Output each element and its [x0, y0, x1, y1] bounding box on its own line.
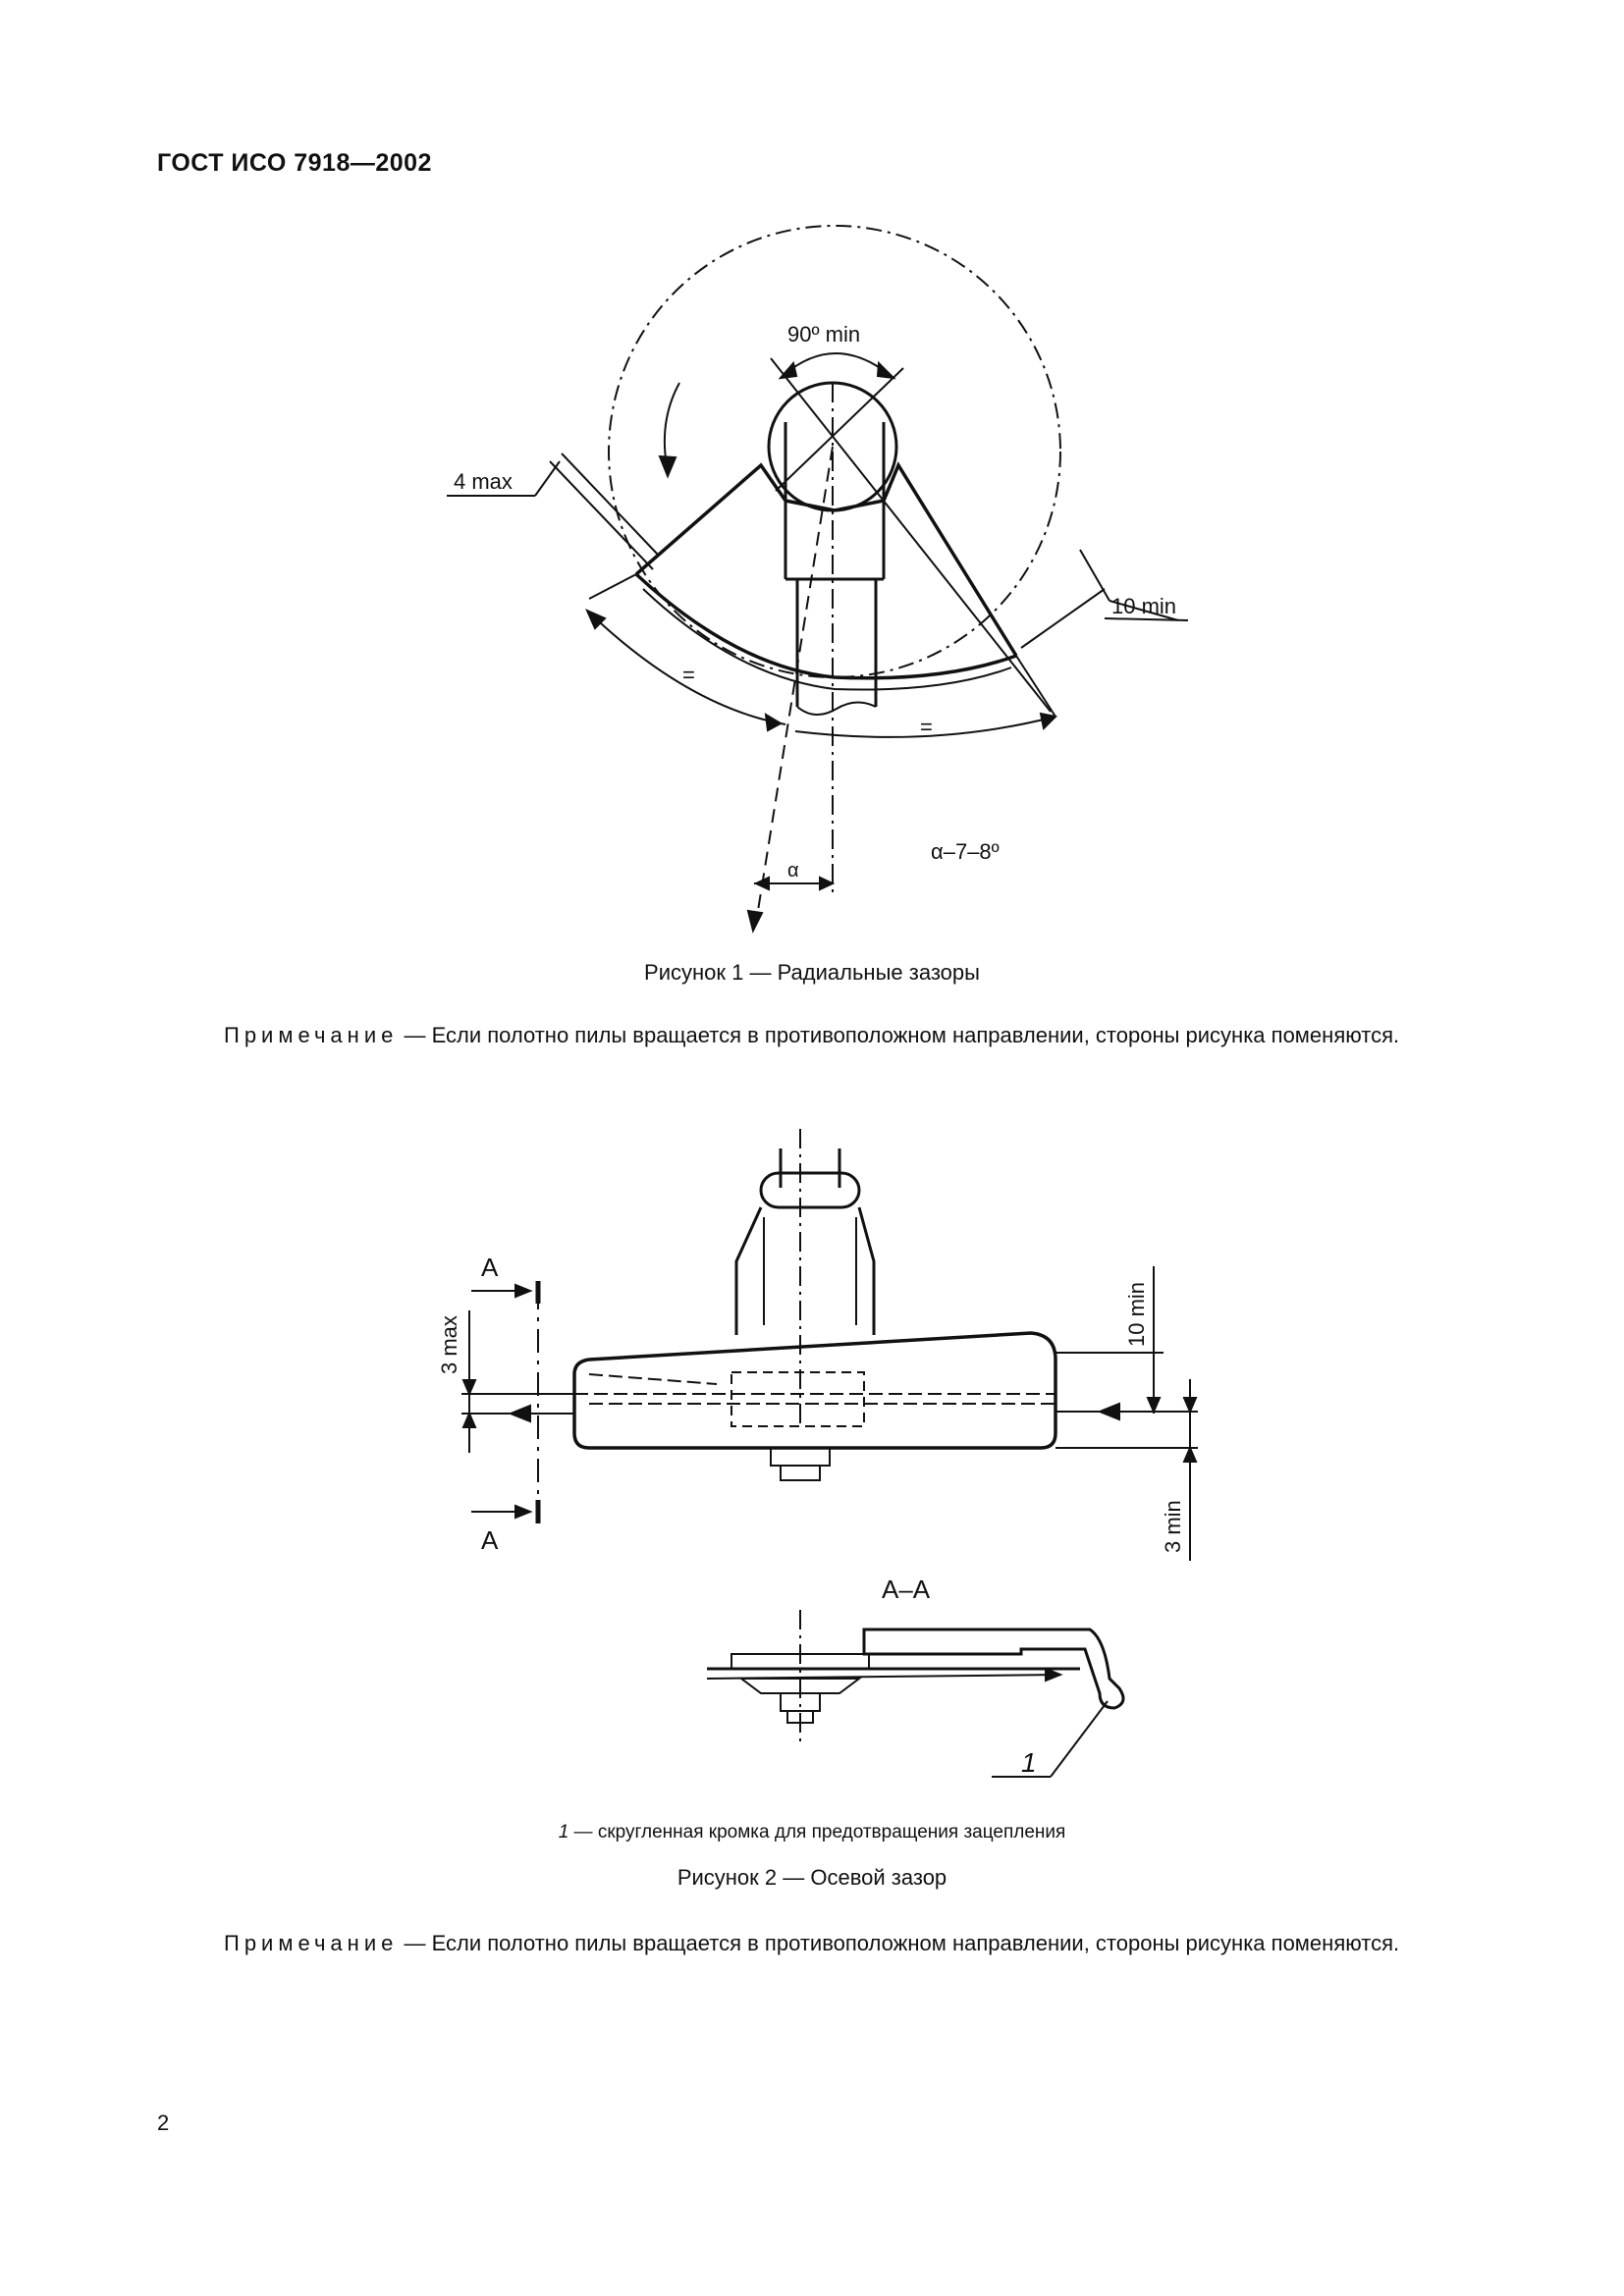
label-section-a-a: A–A — [882, 1575, 931, 1604]
note-2-prefix: Примечание — [224, 1931, 399, 1955]
legend-text: — скругленная кромка для предотвращения зацепления — [568, 1822, 1066, 1842]
note-1-text: — Если полотно пилы вращается в противоположном направлении, стороны рисунка поменяются. — [398, 1023, 1400, 1047]
figure-2-drawing — [0, 1129, 1624, 1796]
page-number: 2 — [157, 2110, 170, 2135]
callout-1: 1 — [1021, 1747, 1037, 1778]
label-alpha: α — [787, 860, 799, 881]
document-header: ГОСТ ИСО 7918—2002 — [157, 149, 432, 177]
figure-2-legend — [0, 1822, 1624, 1843]
label-equal-left: = — [682, 663, 695, 687]
label-4-max: 4 max — [454, 469, 513, 494]
legend-number: 1 — [558, 1822, 569, 1842]
label-10-min-fig2: 10 min — [1124, 1281, 1149, 1347]
note-2 — [157, 1929, 1478, 1957]
note-2-text: — Если полотно пилы вращается в противоположном направлении, стороны рисунка поменяются. — [398, 1931, 1400, 1955]
label-90-min: 90º min — [787, 322, 861, 347]
label-section-a-bottom: A — [481, 1525, 499, 1555]
label-10-min: 10 min — [1111, 594, 1177, 618]
label-3-min: 3 min — [1161, 1500, 1185, 1553]
figure-1-caption: Рисунок 1 — Радиальные зазоры — [644, 960, 980, 985]
label-section-a-top: A — [481, 1253, 499, 1282]
note-1-prefix: Примечание — [224, 1023, 399, 1047]
guard-body — [574, 1333, 1056, 1448]
label-equal-right: = — [920, 715, 933, 739]
figure-2-caption: Рисунок 2 — Осевой зазор — [677, 1865, 947, 1890]
guard-outline — [636, 465, 1016, 656]
figure-1-drawing — [0, 0, 1624, 962]
label-3-max: 3 max — [437, 1315, 461, 1374]
note-1 — [157, 1021, 1478, 1049]
label-alpha-note: α–7–8º — [931, 839, 1000, 864]
